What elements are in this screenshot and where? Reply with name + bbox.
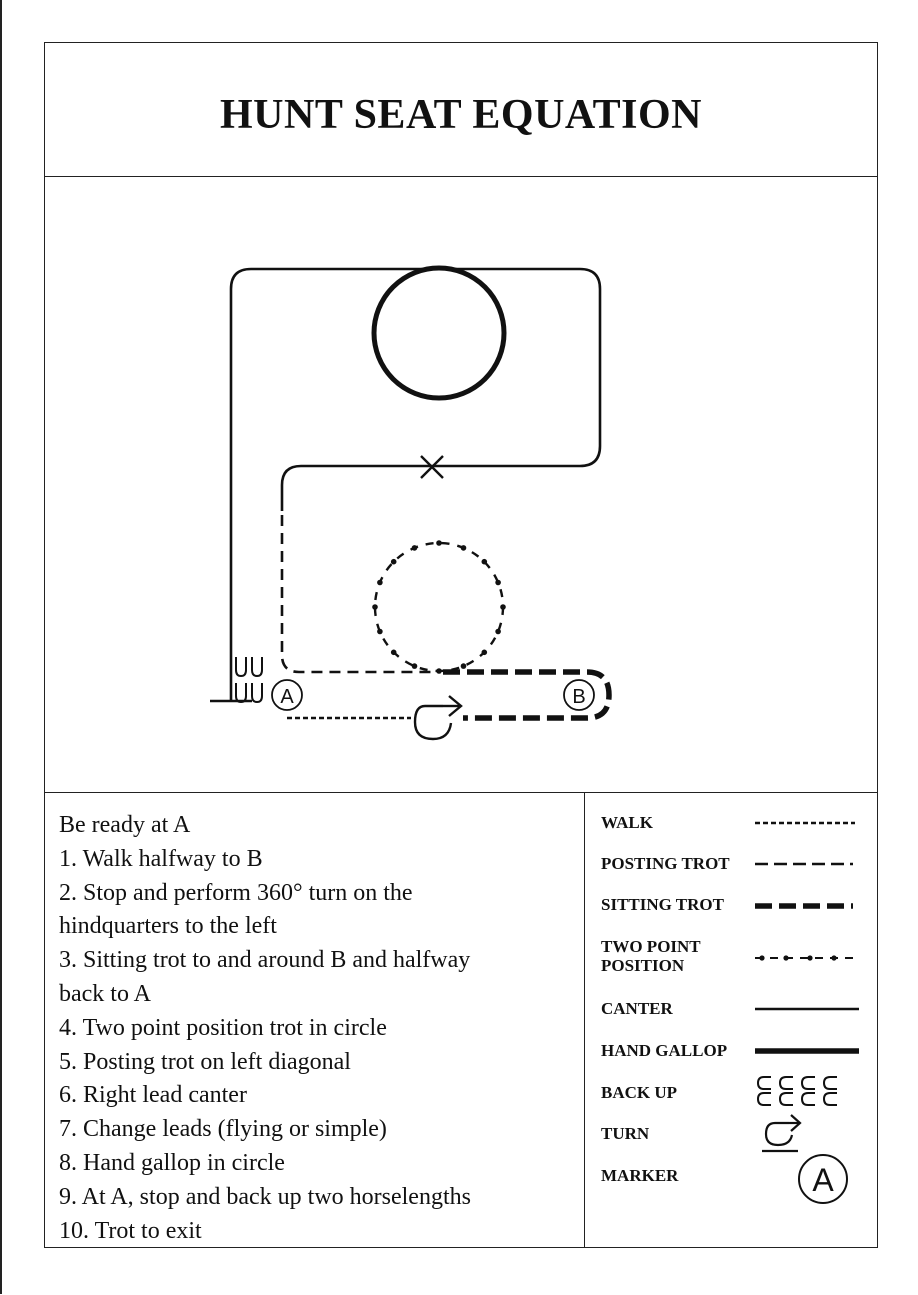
two-point-dot (412, 663, 418, 669)
two-point-dot (412, 545, 418, 551)
two-point-dot (377, 580, 383, 586)
pattern-diagram (45, 177, 877, 793)
marker-b-letter: B (572, 686, 586, 708)
legend-label-posting-trot: POSTING TROT (601, 854, 730, 873)
legend-label-walk: WALK (601, 813, 653, 832)
legend-back-up-symbol (758, 1077, 837, 1105)
two-point-dot (495, 629, 501, 635)
instruction-line: 2. Stop and perform 360° turn on the (59, 879, 413, 906)
legend-label-sitting-trot: SITTING TROT (601, 895, 724, 914)
instruction-line: 6. Right lead canter (59, 1082, 247, 1109)
legend-two-point-line (755, 955, 853, 960)
instruction-line: 4. Two point position trot in circle (59, 1014, 387, 1041)
two-point-dot (391, 650, 397, 656)
two-point-dot (391, 559, 397, 565)
legend-label-hand-gallop: HAND GALLOP (601, 1041, 728, 1060)
legend-marker-symbol (799, 1155, 847, 1203)
marker-a-letter: A (280, 686, 294, 708)
two-point-dot (500, 604, 506, 610)
legend-turn-symbol (762, 1115, 800, 1151)
instruction-line: 7. Change leads (flying or simple) (59, 1116, 387, 1143)
legend-symbols (585, 793, 877, 1247)
instruction-line: 8. Hand gallop in circle (59, 1149, 285, 1176)
legend-panel (585, 793, 877, 1247)
two-point-dot (495, 580, 501, 586)
legend-label-canter: CANTER (601, 999, 673, 1018)
two-point-dot (461, 663, 467, 669)
two-point-dot (377, 629, 383, 635)
two-point-dot (372, 604, 378, 610)
legend-label-marker: MARKER (601, 1166, 679, 1185)
two-point-dot (436, 668, 442, 674)
legend-label-two-point-line2: POSITION (601, 956, 685, 975)
two-point-dot (482, 559, 488, 565)
instructions-panel (45, 793, 585, 1247)
marker-b (564, 680, 594, 710)
instruction-line: Be ready at A (59, 812, 191, 838)
two-point-dot (482, 650, 488, 656)
legend-label-turn: TURN (601, 1124, 650, 1143)
pattern-title: HUNT SEAT EQUATION (219, 91, 702, 138)
legend-marker-letter: A (812, 1162, 834, 1198)
legend-label-two-point-line1: TWO POINT (601, 937, 701, 956)
instruction-line: back to A (59, 980, 151, 1007)
instruction-line: 5. Posting trot on left diagonal (59, 1048, 351, 1075)
turn-symbol (415, 696, 461, 739)
posting-trot-path (282, 515, 441, 672)
legend-label-back-up: BACK UP (601, 1083, 678, 1102)
pattern-card (44, 42, 878, 1248)
instruction-line: 9. At A, stop and back up two horselengths (59, 1183, 471, 1210)
instruction-line: 1. Walk halfway to B (59, 845, 263, 872)
instruction-line: 3. Sitting trot to and around B and halfway (59, 947, 471, 974)
two-point-dots (372, 540, 506, 674)
marker-a (272, 680, 302, 710)
hand-gallop-circle (374, 268, 504, 398)
instruction-line: hindquarters to the left (59, 913, 277, 940)
two-point-dot (461, 545, 467, 551)
instruction-line: 10. Trot to exit (59, 1217, 202, 1244)
back-up-marks (236, 657, 262, 702)
two-point-dot (436, 540, 442, 546)
canter-path (231, 269, 600, 701)
